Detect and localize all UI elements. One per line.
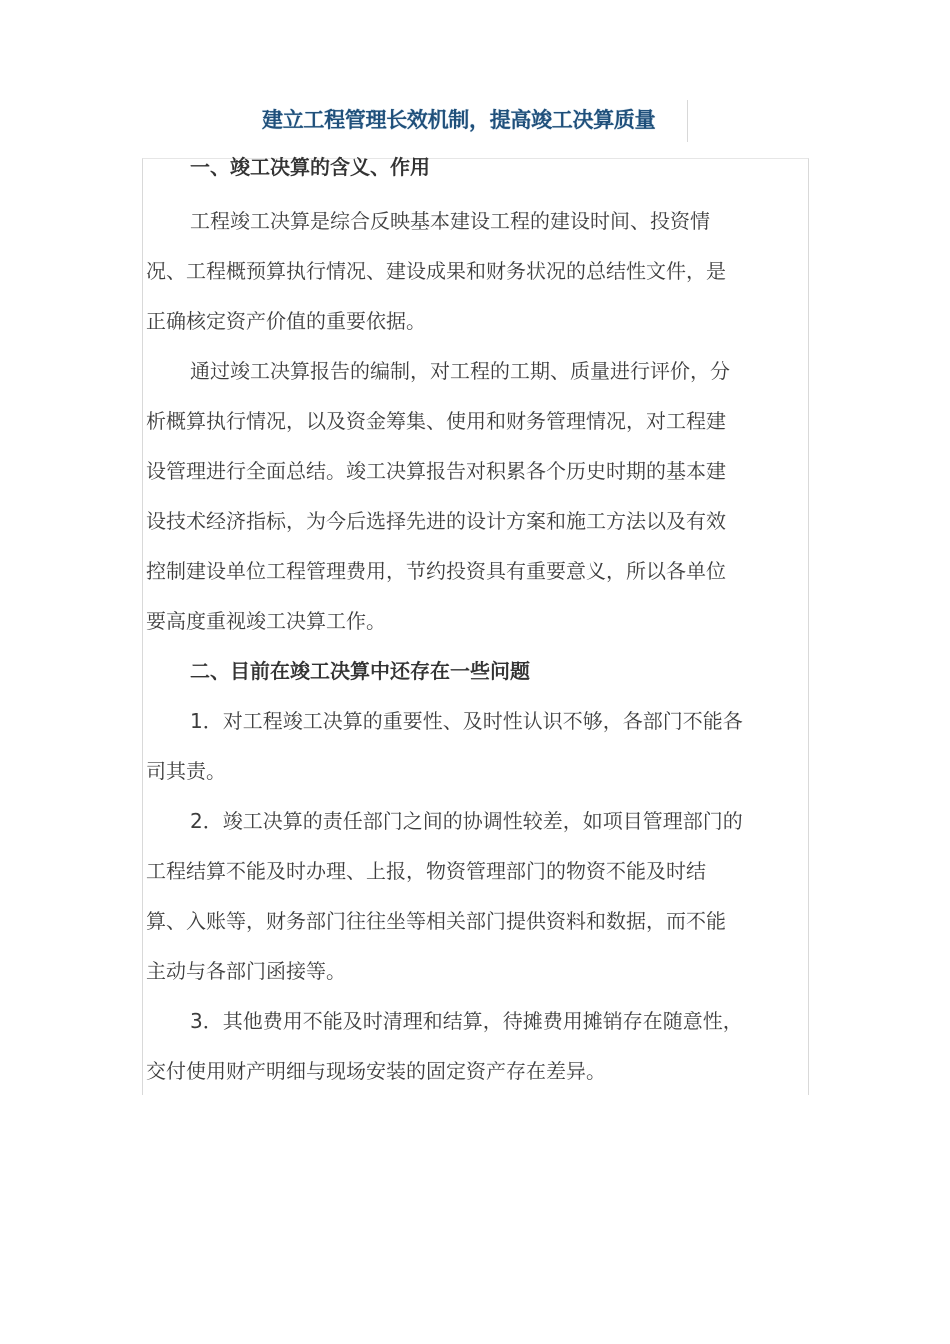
list-item-2-cont: 工程结算不能及时办理、上报，物资管理部门的物资不能及时结 — [146, 859, 706, 883]
list-item-3: 3．其他费用不能及时清理和结算，待摊费用摊销存在随意性， — [190, 1009, 743, 1033]
title-area — [262, 100, 688, 142]
list-item-1-cont: 司其责。 — [146, 759, 226, 783]
paragraph-line: 要高度重视竣工决算工作。 — [146, 609, 386, 633]
list-item-2-cont: 算、入账等，财务部门往往坐等相关部门提供资料和数据，而不能 — [146, 909, 726, 933]
paragraph-line: 工程竣工决算是综合反映基本建设工程的建设时间、投资情 — [190, 209, 710, 233]
section-heading-1: 一、竣工决算的含义、作用 — [190, 155, 430, 179]
list-item-1: 1．对工程竣工决算的重要性、及时性认识不够，各部门不能各 — [190, 709, 743, 733]
paragraph-line: 设技术经济指标，为今后选择先进的设计方案和施工方法以及有效 — [146, 509, 726, 533]
document-body — [142, 155, 809, 1095]
list-item-2: 2．竣工决算的责任部门之间的协调性较差，如项目管理部门的 — [190, 809, 743, 833]
document-title: 建立工程管理长效机制，提高竣工决算质量 — [262, 108, 656, 132]
paragraph-line: 况、工程概预算执行情况、建设成果和财务状况的总结性文件，是 — [146, 259, 726, 283]
paragraph-line: 控制建设单位工程管理费用，节约投资具有重要意义，所以各单位 — [146, 559, 726, 583]
section-heading-2: 二、目前在竣工决算中还存在一些问题 — [190, 659, 530, 683]
list-item-3-cont: 交付使用财产明细与现场安装的固定资产存在差异。 — [146, 1059, 606, 1083]
list-item-2-cont: 主动与各部门函接等。 — [146, 959, 346, 983]
paragraph-line: 通过竣工决算报告的编制，对工程的工期、质量进行评价，分 — [190, 359, 730, 383]
paragraph-line: 正确核定资产价值的重要依据。 — [146, 309, 426, 333]
paragraph-line: 设管理进行全面总结。竣工决算报告对积累各个历史时期的基本建 — [146, 459, 726, 483]
paragraph-line: 析概算执行情况，以及资金筹集、使用和财务管理情况，对工程建 — [146, 409, 726, 433]
